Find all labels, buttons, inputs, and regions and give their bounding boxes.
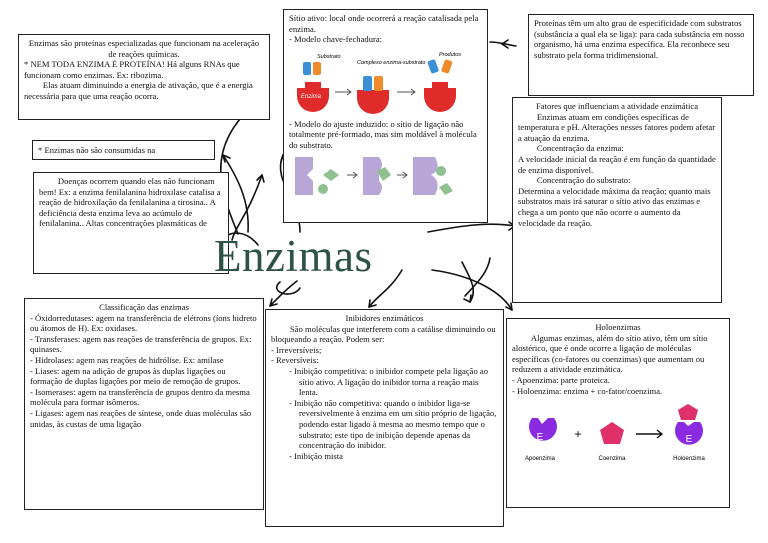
induced-fit-figure (289, 153, 479, 201)
classification-item: - Isomerases: agem na transferência de grupos dentro da mesma molécula para formar isômeros. (30, 386, 250, 408)
definition-activation: Elas atuam diminuindo a energia de ativação, que é a energia necessária para que uma reação ocorra. (24, 80, 253, 101)
substrate-label: Substrato (317, 53, 341, 60)
lock-key-figure (289, 46, 479, 118)
classification-box (24, 298, 264, 510)
enzyme-2-shape (357, 90, 389, 114)
holoenzymes-intro: Algumas enzimas, além do sítio ativo, têm um sítio alostérico, que é onde ocorre a ligação de moléculas específicas (co-fatores ou coenzimas) que aumentam ou reduzem a atividade enzimática. (512, 332, 708, 375)
factors-enzyme-text: A velocidade inicial da reação é em função da quantidade de enzima disponível. (518, 153, 716, 175)
factors-substrate-title: Concentração do substrato: (536, 175, 631, 186)
definition-note: * NEM TODA ENZIMA É PROTEÍNA! Há alguns RNAs que funcionam como enzimas. Ex: ribozima. (24, 59, 240, 80)
holoenzyme-figure (512, 398, 724, 464)
factors-substrate-text: Determina a velocidade máxima da reação; quanto mais substratos mais irá saturar o sítio ativo das enzimas e chega a um ponto que não ocorre o aumento da velocidade da reação. (518, 185, 711, 228)
arrow-to-factors (428, 224, 515, 232)
classification-item: - Hidrolases: agem nas reações de hidrólise. Ex: amilase (30, 354, 224, 365)
coenzyme-label: Coenzima (598, 456, 626, 463)
specificity-box (528, 14, 754, 96)
coenzyme-shape (600, 422, 624, 444)
classification-item: - Óxidorredutases: agem na transferência de elétrons (íons hidreto ou átomos de H). Ex: oxidases. (30, 312, 257, 334)
enzyme-3-shape (424, 82, 456, 112)
definition-line: Enzimas são proteínas especializadas que funcionam na aceleração de reações químicas. (28, 38, 260, 59)
complex-label (357, 60, 425, 66)
classification-heading: Classificação das enzimas (99, 302, 189, 312)
substrate-shape-orange (313, 62, 321, 75)
diseases-text: Doenças ocorrem quando elas não funcionam bem! Ex: a enzima fenilalanina hidroxilase catalisa a reação de hidroxilação da fenilalanina a tirosina.. A deficiência desta enzima leva ao acúmulo de fenilalanina.. Altas concentrações plasmáticas de (39, 176, 221, 229)
arrow-to-holoenzymes (432, 270, 512, 310)
inhibitors-type: - Reversíveis: (271, 355, 319, 366)
holoenzymes-heading: Holoenzimas (595, 322, 641, 332)
active-site-def: Sítio ativo: local onde ocorrerá a reação catalisada pela enzima. (289, 13, 479, 34)
factors-intro: Enzimas atuam em condições específicas de temperatura e pH. Alterações nesses fatores podem afetar a atuação da enzima. (518, 111, 716, 143)
factors-enzyme-title: Concentração da enzima: (536, 143, 624, 154)
classification-item: - Liases: agem na adição de grupos às duplas ligações ou formação de duplas ligações por meio de remoção de grupos. (30, 365, 241, 387)
map-title: Enzimas (214, 231, 373, 281)
products-label: Produtos (439, 51, 462, 58)
holoenzyme-item: - Holoenzima: enzima + co-fator/coenzima. (512, 385, 663, 396)
apoenzyme-item: - Apoenzima: parte proteica. (512, 374, 610, 385)
inhibition-noncompetitive: - Inibição não competitiva: quando o inibidor liga-se reversivelmente à enzima em um sítio próprio de ligação, podendo estar ligado à mesma ao mesmo tempo que o substrato; este tipo de inibição depende apenas da concentração do inibidor. (289, 397, 497, 451)
inhibitors-intro: São moléculas que interferem com a catálise diminuindo ou bloqueando a reação. Podem ser: (271, 323, 496, 345)
holoenzyme-label: Holoenzima (673, 456, 705, 463)
inhibitors-heading: Inibidores enzimáticos (345, 313, 424, 323)
inhibitors-box (265, 309, 504, 527)
diseases-box (33, 172, 229, 274)
induced-fit-text: - Modelo do ajuste induzido: o sítio de ligação não totalmente pré-formado, mas sim moldável à molécula do substrato. (289, 118, 477, 150)
apoenzyme-label: Apoenzima (524, 456, 556, 463)
not-consumed-text: * Enzimas não são consumidas na (38, 145, 156, 155)
complex-label-text: Complexo enzima-substrato (357, 59, 426, 66)
enzyme-label: Enzima (301, 93, 322, 100)
classification-item: - Ligases: agem nas reações de síntese, onde duas moléculas são unidas, às custas de uma ligação (30, 407, 252, 429)
factors-heading: Fatores que influenciam a atividade enzimática (535, 101, 699, 111)
definition-box (18, 34, 270, 120)
active-site-box (283, 9, 488, 223)
inhibitors-type: - Irreversíveis; (271, 344, 322, 355)
factors-box (512, 97, 722, 303)
substrate-shape-blue (303, 62, 311, 75)
not-consumed-box (32, 140, 215, 160)
inhibition-mixed: - Inibição mista (289, 450, 343, 461)
arrow-to-inhibitors (369, 270, 402, 307)
holoenzymes-box (506, 318, 730, 508)
apoenzyme-letter: E (536, 432, 544, 444)
holoenzyme-letter: E (685, 434, 693, 446)
plus-sign: + (574, 427, 582, 442)
inhibition-competitive: - Inibição competitiva: o inibidor compete pela ligação ao sítio ativo. A ligação do inibidor torna a reação mais lenta. (289, 365, 489, 398)
lock-key-label: - Modelo chave-fechadura: (289, 34, 383, 45)
specificity-text: Proteínas têm um alto grau de especificidade com substratos (substância a qual ela se liga): para cada substância em nosso organismo, há uma enzima específica. Ela reconhece seu substrato pela forma tridimensional. (534, 18, 745, 60)
classification-item: - Transferases: agem nas reações de transferência de grupos. Ex: quinases. (30, 333, 252, 355)
